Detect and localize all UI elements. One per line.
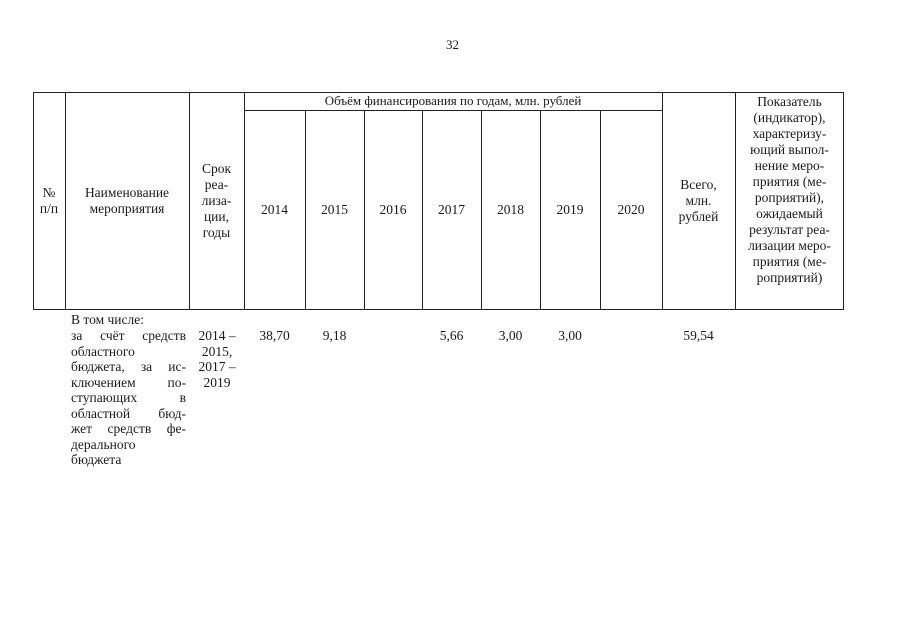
row-term-line: 2017 – [198, 359, 236, 374]
header-total-line: млн. [685, 193, 712, 208]
header-indicator-line: роприятий), [754, 190, 825, 205]
row-name-line: бюджета [71, 452, 122, 467]
header-term-line: лиза- [201, 193, 232, 208]
value-2019: 3,00 [558, 328, 582, 343]
row-name-line: дерального [71, 436, 136, 452]
header-term-line: ции, [203, 209, 230, 224]
header-term-line: Срок [201, 161, 232, 176]
header-name: Наименование мероприятия [84, 185, 170, 216]
header-year-2017: 2017 [438, 202, 465, 217]
header-indicator-line: ожидаемый [756, 206, 823, 221]
row-term-line: 2014 – [198, 328, 236, 343]
row-name-line: областной бюд- [71, 405, 186, 421]
value-2018: 3,00 [498, 328, 523, 343]
header-funding-group: Объём финансирования по годам, млн. рублей [324, 93, 582, 108]
row-name-line: областного [71, 343, 135, 359]
header-indicator-line: лизации меро- [748, 238, 831, 253]
header-total-line: Всего, [680, 177, 717, 192]
header-year-2014: 2014 [261, 202, 288, 217]
header-indicator-line: (индикатор), [753, 110, 826, 125]
header-indicator-line: нение меро- [754, 158, 825, 173]
header-indicator-line: характеризу- [752, 126, 827, 141]
header-term [189, 92, 244, 310]
header-indicator-line: Показатель [757, 94, 822, 109]
value-2014: 38,70 [259, 328, 290, 343]
header-year-2016: 2016 [379, 202, 407, 217]
row-name-line: жет средств фе- [71, 421, 186, 436]
header-year-2018: 2018 [497, 202, 524, 217]
page-number: 32 [446, 37, 459, 52]
header-term-line: реа- [204, 177, 229, 192]
value-2017: 5,66 [439, 328, 464, 343]
header-term-line: годы [202, 225, 231, 240]
row-label: В том числе: [71, 312, 144, 327]
header-indicator-line: приятия (ме- [752, 174, 827, 189]
header-indicator-line: результат реа- [749, 222, 830, 237]
header-indicator [735, 92, 844, 310]
header-indicator-line: ющий выпол- [750, 142, 829, 157]
row-term [190, 328, 244, 390]
header-number: № п/п [39, 185, 59, 216]
header-year-2015: 2015 [321, 202, 348, 217]
header-indicator-line: приятия (ме- [752, 254, 827, 269]
row-term-line: 2015, [201, 343, 233, 359]
value-total: 59,54 [683, 328, 714, 343]
row-term-line: 2019 [203, 374, 231, 390]
row-name-line: за счёт средств [71, 328, 186, 343]
row-name-line: ключением по- [71, 374, 186, 390]
row-name [71, 328, 186, 468]
header-indicator-line: роприятий) [756, 270, 823, 285]
header-total [662, 92, 735, 310]
header-total-line: рублей [678, 209, 719, 224]
value-2015: 9,18 [322, 328, 347, 343]
row-name-line: ступающих в [71, 390, 186, 405]
header-year-2019: 2019 [556, 202, 584, 217]
header-year-2020: 2020 [617, 202, 645, 217]
row-name-line: бюджета, за ис- [71, 359, 186, 374]
